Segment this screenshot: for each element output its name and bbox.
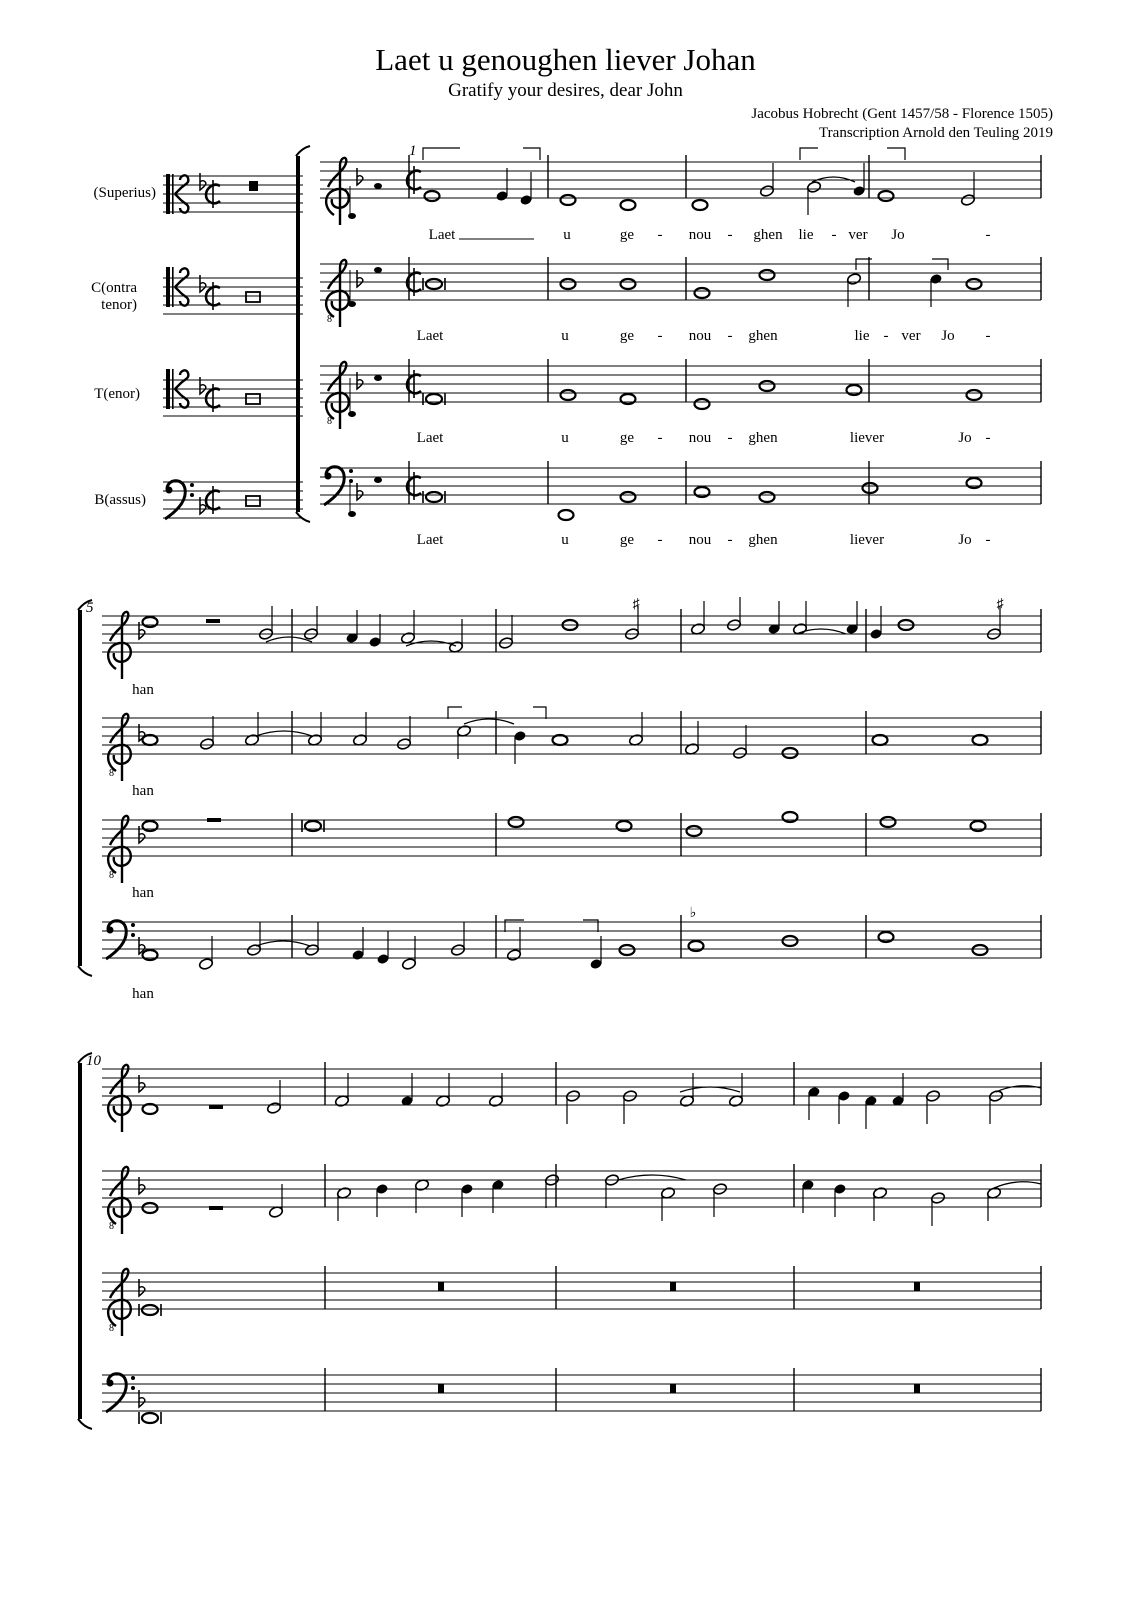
lyric-han: han [132, 682, 154, 698]
note [139, 1412, 161, 1424]
system-bracket-hook [78, 966, 92, 976]
note [561, 195, 576, 205]
lyric-superius: nou [688, 227, 712, 243]
notehead [621, 279, 636, 289]
system-bracket-hook [296, 146, 310, 156]
ligature-bracket [423, 148, 460, 160]
notehead [142, 1413, 158, 1423]
clef-8-marker: 8 [327, 416, 332, 427]
measure-number-5: 5 [86, 600, 94, 616]
note [621, 200, 636, 210]
note [726, 597, 741, 631]
clef-8-marker: 8 [109, 870, 114, 881]
notehead [967, 390, 982, 400]
system-bracket [78, 610, 82, 966]
note [693, 200, 708, 210]
lyric-han: han [132, 885, 154, 901]
ligature-bracket [523, 148, 540, 160]
ligature-bracket [448, 707, 462, 719]
note [565, 1090, 580, 1124]
notehead [143, 1203, 158, 1213]
lyric-superius: u [563, 227, 571, 243]
notehead [760, 270, 775, 280]
clef-8-marker: 8 [109, 768, 114, 779]
incipit-mensural-note [246, 292, 260, 302]
note [621, 279, 636, 289]
note [695, 399, 710, 409]
lyric-superius: - [831, 227, 837, 243]
note [807, 1086, 820, 1120]
lyric-bassus: Laet [416, 532, 444, 548]
lyric-contratenor: nou [688, 328, 712, 344]
note [425, 191, 440, 201]
notehead [266, 1102, 281, 1115]
note [622, 1090, 637, 1124]
notehead [561, 195, 576, 205]
notehead [846, 273, 861, 286]
treble-clef-icon [326, 158, 349, 225]
note [801, 1179, 814, 1213]
note [967, 279, 982, 289]
note [879, 191, 894, 201]
lyric-superius: Jo [891, 227, 905, 243]
note [864, 1095, 877, 1129]
lyric-contratenor: - [657, 328, 663, 344]
notehead [695, 399, 710, 409]
voice-label-contratenor-1: C(ontra [91, 280, 137, 296]
lyric-superius: ver [848, 227, 868, 243]
lyric-bassus: nou [688, 532, 712, 548]
notehead [559, 510, 574, 520]
notehead [760, 492, 775, 502]
note [351, 927, 364, 961]
breve-rest [670, 1282, 676, 1291]
range-note [348, 301, 356, 307]
voice-label-superius: (Superius) [93, 185, 156, 201]
note [760, 381, 775, 391]
piece-subtitle: Gratify your desires, dear John [448, 80, 683, 101]
lyric-superius: - [727, 227, 733, 243]
note [620, 945, 635, 955]
note [792, 601, 807, 635]
note [628, 712, 643, 746]
tie [256, 731, 312, 736]
lyric-contratenor: u [561, 328, 569, 344]
notehead [881, 817, 896, 827]
clef-8-marker: 8 [327, 314, 332, 325]
composer-credit: Jacobus Hobrecht (Gent 1457/58 - Florence 1505) [751, 106, 1053, 122]
notehead [695, 288, 710, 298]
lyric-bassus: ghen [748, 532, 778, 548]
note [660, 1187, 675, 1221]
lyric-superius: Laet [428, 227, 456, 243]
note [307, 712, 322, 746]
staff [320, 468, 1041, 504]
note [448, 619, 463, 653]
note [783, 748, 798, 758]
voice-label-tenor: T(enor) [94, 386, 140, 402]
note [246, 922, 261, 956]
notehead [732, 747, 747, 760]
note [491, 1179, 504, 1213]
staff [102, 1375, 1041, 1411]
incipit-mensural-note [249, 181, 258, 191]
transcription-credit: Transcription Arnold den Teuling 2019 [819, 125, 1053, 141]
note [845, 601, 858, 635]
tie [994, 1182, 1041, 1188]
notehead [426, 279, 442, 289]
staff [102, 1171, 1041, 1207]
treble-clef-icon [108, 612, 131, 679]
tie [618, 1175, 686, 1180]
note [760, 270, 775, 280]
note [925, 1090, 940, 1124]
lyric-bassus: ge [619, 532, 635, 548]
note [767, 601, 780, 635]
ligature-bracket [887, 148, 905, 160]
lyrics-layer [132, 227, 990, 1002]
note [375, 1183, 388, 1217]
notehead [806, 181, 821, 194]
note [869, 606, 882, 640]
note [345, 610, 358, 644]
note [244, 712, 259, 746]
staff [102, 1273, 1041, 1309]
lyric-tenor: ghen [748, 430, 778, 446]
notehead [620, 945, 635, 955]
breve-rest [914, 1384, 920, 1393]
lyric-contratenor: ge [619, 328, 635, 344]
range-note [374, 183, 382, 189]
notehead [401, 958, 416, 971]
lyric-contratenor: ver [901, 328, 921, 344]
note [506, 927, 521, 961]
lyric-han: han [132, 783, 154, 799]
breve-rest [914, 1282, 920, 1291]
half-rest [207, 818, 221, 822]
note [304, 922, 319, 956]
note [303, 606, 318, 640]
range-note [374, 267, 382, 273]
lyric-tenor: Laet [416, 430, 444, 446]
system-bracket [78, 1063, 82, 1419]
staves-layer [78, 146, 1041, 1429]
incipit-mensural-note [246, 496, 260, 506]
note [986, 1187, 1001, 1221]
note [414, 1179, 429, 1213]
lyric-contratenor: - [883, 328, 889, 344]
piece-title: Laet u genoughen liever Johan [375, 42, 756, 77]
lyric-tenor: Jo [958, 430, 972, 446]
notehead [142, 1305, 158, 1315]
lyric-tenor: u [561, 430, 569, 446]
lyric-tenor: ge [619, 430, 635, 446]
note [495, 168, 508, 202]
note [559, 510, 574, 520]
note [498, 615, 513, 649]
note [621, 492, 636, 502]
system-bracket-hook [78, 1419, 92, 1429]
notehead [783, 936, 798, 946]
clef-8-marker: 8 [109, 1221, 114, 1232]
lyric-bassus: - [727, 532, 733, 548]
lyric-bassus: liever [849, 532, 885, 548]
note [423, 491, 445, 503]
lyric-contratenor: ghen [748, 328, 778, 344]
breve-rest [670, 1384, 676, 1393]
note [833, 1183, 846, 1217]
notehead [783, 748, 798, 758]
lyric-superius: - [657, 227, 663, 243]
note [863, 483, 878, 493]
note [423, 393, 445, 405]
notehead [960, 194, 975, 207]
half-rest [206, 619, 220, 623]
note [266, 1080, 281, 1114]
lyric-contratenor: Laet [416, 328, 444, 344]
notehead [450, 944, 465, 957]
note [143, 1203, 158, 1213]
range-note [348, 213, 356, 219]
ficta-accidental: ♭ [689, 906, 697, 921]
notehead [863, 483, 878, 493]
tie [680, 1087, 740, 1092]
note [400, 610, 415, 644]
note [401, 936, 416, 970]
note [198, 936, 213, 970]
lyric-superius: - [985, 227, 991, 243]
notehead [973, 945, 988, 955]
lyric-tenor: - [727, 430, 733, 446]
note [872, 1187, 887, 1221]
note [988, 1090, 1003, 1124]
lyric-superius: lie [798, 227, 814, 243]
staff [102, 820, 1041, 856]
note [544, 1174, 559, 1208]
note [352, 712, 367, 746]
ligature-bracket [800, 148, 818, 160]
ligature-bracket [533, 707, 546, 719]
notehead [621, 492, 636, 502]
note [302, 820, 324, 832]
range-note [374, 375, 382, 381]
incipit-mensural-note [246, 394, 260, 404]
notehead [396, 738, 411, 751]
notehead [879, 191, 894, 201]
ficta-accidental: ♯ [632, 597, 640, 612]
note [258, 606, 273, 640]
lyric-tenor: - [657, 430, 663, 446]
note [881, 817, 896, 827]
half-rest [209, 1105, 223, 1109]
note [684, 721, 699, 755]
lyric-contratenor: Jo [941, 328, 955, 344]
lyric-bassus: u [561, 532, 569, 548]
note [450, 922, 465, 956]
note [929, 273, 942, 307]
note [336, 1187, 351, 1221]
measure-number-1: 1 [409, 143, 417, 159]
lyric-superius: ghen [753, 227, 783, 243]
note [760, 492, 775, 502]
note [930, 1192, 945, 1226]
note [423, 278, 445, 290]
notehead [759, 185, 774, 198]
staff [102, 922, 1041, 958]
notehead [687, 826, 702, 836]
range-note [348, 511, 356, 517]
lyric-bassus: - [985, 532, 991, 548]
notehead [561, 279, 576, 289]
lyric-bassus: Jo [958, 532, 972, 548]
tie [256, 941, 310, 946]
notehead [509, 817, 524, 827]
voice-label-contratenor-2: tenor) [101, 297, 137, 313]
breve-rest [438, 1282, 444, 1291]
notehead [693, 200, 708, 210]
note [368, 614, 381, 648]
ficta-accidental: ♯ [996, 597, 1004, 612]
lyric-han: han [132, 986, 154, 1002]
lyric-contratenor: - [985, 328, 991, 344]
notehead [967, 279, 982, 289]
note [783, 936, 798, 946]
note [376, 931, 389, 965]
note [690, 601, 705, 635]
half-rest [209, 1206, 223, 1210]
incipit-voice-labels [91, 185, 156, 508]
notehead [426, 492, 442, 502]
lyric-contratenor: - [727, 328, 733, 344]
note [509, 817, 524, 827]
notehead [506, 949, 521, 962]
notehead [198, 958, 213, 971]
lyric-superius: ge [619, 227, 635, 243]
notehead [199, 738, 214, 751]
note [139, 1304, 161, 1316]
lyric-bassus: - [657, 532, 663, 548]
note [695, 288, 710, 298]
tie [464, 719, 514, 724]
lyric-tenor: nou [688, 430, 712, 446]
incipit-staff [163, 176, 303, 212]
note [589, 936, 602, 970]
note [973, 945, 988, 955]
notehead [561, 390, 576, 400]
breve-rest [438, 1384, 444, 1393]
voice-label-bassus: B(assus) [94, 492, 146, 508]
notehead [760, 381, 775, 391]
note [846, 273, 861, 307]
system-bracket [296, 156, 300, 512]
range-note [348, 411, 356, 417]
note [967, 390, 982, 400]
notehead [425, 191, 440, 201]
clef-8-marker: 8 [109, 1323, 114, 1334]
note [687, 826, 702, 836]
lyric-tenor: liever [849, 430, 885, 446]
measure-number-10: 10 [86, 1053, 101, 1069]
note [460, 1183, 473, 1217]
staff [102, 718, 1041, 754]
lyric-contratenor: lie [854, 328, 870, 344]
note [604, 1174, 619, 1208]
range-note [374, 477, 382, 483]
note [561, 279, 576, 289]
note [561, 390, 576, 400]
note [712, 1183, 727, 1217]
treble-clef-icon [108, 1065, 131, 1132]
tie [796, 629, 846, 634]
note [513, 730, 526, 764]
note [837, 1090, 850, 1124]
system-bracket-hook [296, 512, 310, 522]
notehead [621, 200, 636, 210]
lyric-tenor: - [985, 430, 991, 446]
